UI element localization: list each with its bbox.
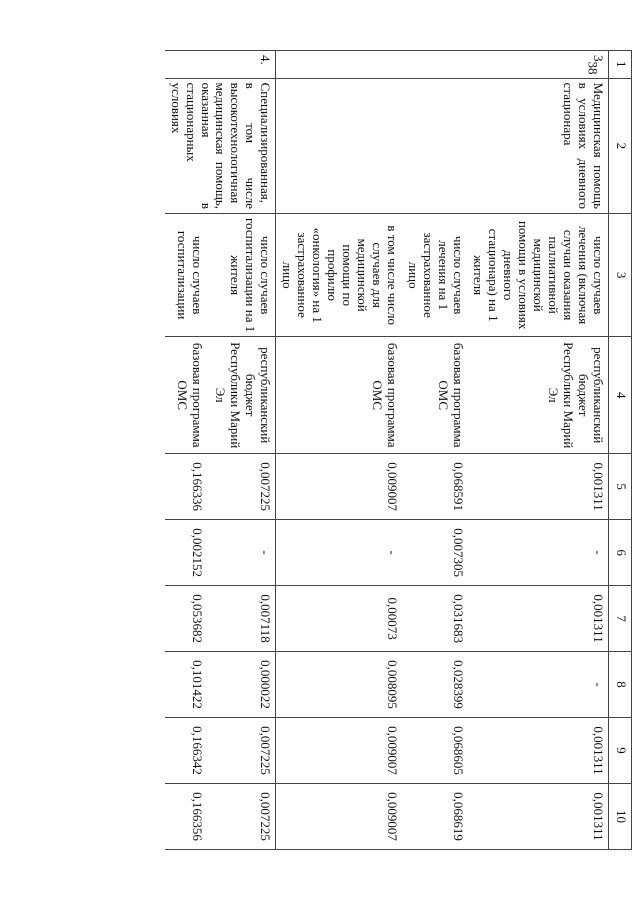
col-number: 3: [609, 214, 632, 337]
value-cell: 0,002152: [165, 520, 207, 586]
unit-cell: число случаев лечения на 1 застрахованное лицо: [402, 214, 468, 337]
row-number: 3.: [276, 51, 609, 79]
unit-cell: в том числе число случаев для медицинской помощи по профилю «онкология» на 1 застрахованное лицо: [276, 214, 402, 337]
value-cell: 0,028399: [402, 652, 468, 718]
value-cell: 0,007225: [207, 718, 276, 784]
unit-cell: число случаев госпитализации: [165, 214, 207, 337]
value-cell: 0,009007: [276, 718, 402, 784]
value-cell: 0,166342: [165, 718, 207, 784]
value-cell: 0,000022: [207, 652, 276, 718]
source-cell: базовая программа ОМС: [165, 337, 207, 454]
data-table: [165, 50, 632, 850]
col-number: 4: [609, 337, 632, 454]
value-cell: 0,009007: [276, 783, 402, 849]
unit-cell: число случаев госпитализации на 1 жителя: [207, 214, 276, 337]
col-number: 7: [609, 586, 632, 652]
value-cell: 0,00073: [276, 586, 402, 652]
care-type: Медицинская помощь в условиях дневного стационара: [276, 78, 609, 213]
value-cell: 0,007225: [207, 454, 276, 520]
page-number: 38: [585, 61, 601, 75]
source-cell: базовая программа ОМС: [276, 337, 402, 454]
value-cell: 0,001311: [468, 586, 609, 652]
col-number: 10: [609, 783, 632, 849]
value-cell: 0,068619: [402, 783, 468, 849]
source-cell: республиканский бюджет Республики Марий Эл: [468, 337, 609, 454]
source-cell: базовая программа ОМС: [402, 337, 468, 454]
value-cell: 0,009007: [276, 454, 402, 520]
value-cell: 0,101422: [165, 652, 207, 718]
value-cell: 0,007225: [207, 783, 276, 849]
col-number: 1: [609, 51, 632, 79]
value-cell: 0,007118: [207, 586, 276, 652]
table-row: [207, 51, 276, 850]
table-row: [468, 51, 609, 850]
value-cell: 0,166336: [165, 454, 207, 520]
value-cell: 0,068605: [402, 718, 468, 784]
value-cell: 0,001311: [468, 718, 609, 784]
col-number: 9: [609, 718, 632, 784]
value-cell: 0,166356: [165, 783, 207, 849]
col-number: 8: [609, 652, 632, 718]
value-cell: 0,001311: [468, 454, 609, 520]
value-cell: -: [276, 520, 402, 586]
value-cell: -: [468, 520, 609, 586]
value-cell: 0,053682: [165, 586, 207, 652]
row-number: 4.: [165, 51, 276, 79]
col-number: 5: [609, 454, 632, 520]
value-cell: 0,007305: [402, 520, 468, 586]
source-cell: республиканский бюджет Республики Марий Эл: [207, 337, 276, 454]
care-type: Специализированная, в том числе высокотехнологичная медицинская помощь, оказанная в стационарных условиях: [165, 78, 276, 213]
value-cell: 0,008095: [276, 652, 402, 718]
value-cell: 0,068591: [402, 454, 468, 520]
unit-cell: число случаев лечения (включая случаи оказания паллиативной медицинской помощи в условиях дневного стационара) на 1 жителя: [468, 214, 609, 337]
value-cell: 0,031683: [402, 586, 468, 652]
value-cell: 0,001311: [468, 783, 609, 849]
col-number: 6: [609, 520, 632, 586]
col-number: 2: [609, 78, 632, 213]
rotated-table-container: [112, 50, 632, 850]
value-cell: -: [207, 520, 276, 586]
value-cell: -: [468, 652, 609, 718]
column-number-row: [609, 51, 632, 850]
